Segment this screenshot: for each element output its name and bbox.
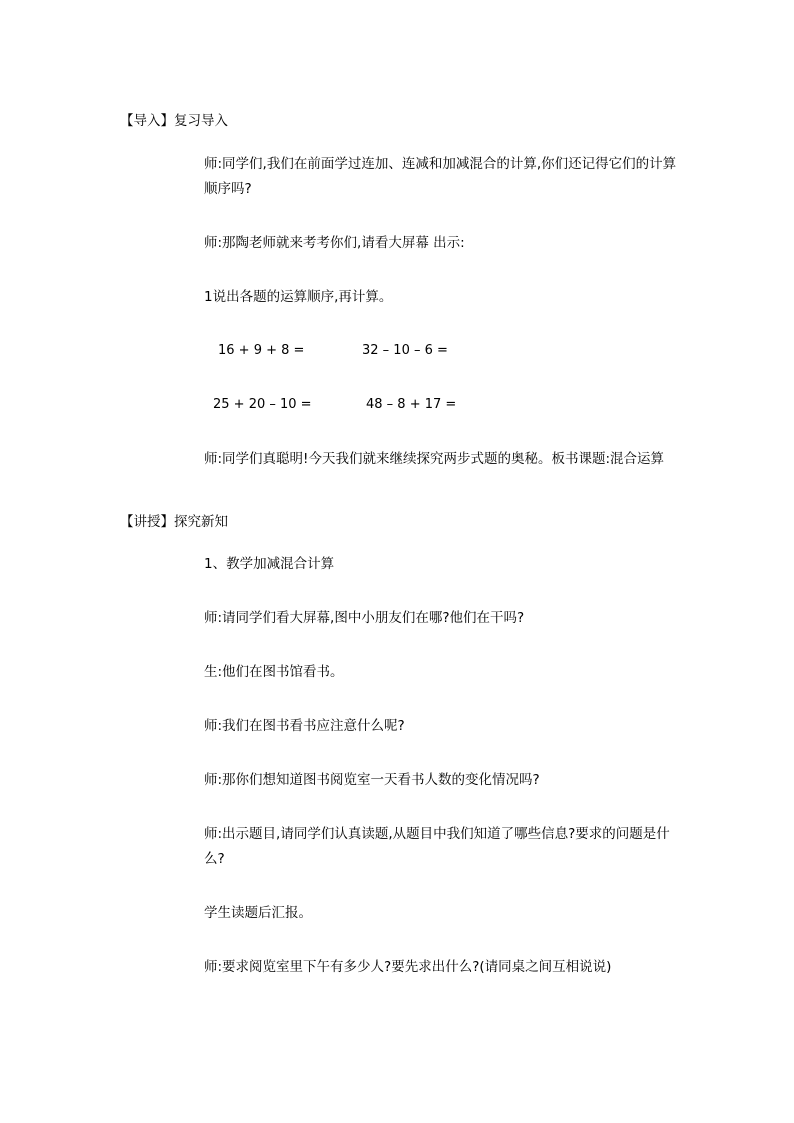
section-heading-lecture: 【讲授】探究新知 xyxy=(120,514,228,530)
paragraph: 生:他们在图书馆看书。 xyxy=(204,664,344,680)
paragraph: 师:同学们,我们在前面学过连加、连减和加减混合的计算,你们还记得它们的计算顺序吗? xyxy=(204,156,677,197)
paragraph: 师:请同学们看大屏幕,图中小朋友们在哪?他们在干吗? xyxy=(204,610,525,626)
equation: 25 + 20 – 10 = xyxy=(213,397,312,412)
paragraph: 师:要求阅览室里下午有多少人?要先求出什么?(请同桌之间互相说说) xyxy=(204,959,612,975)
equation: 16 + 9 + 8 = xyxy=(218,343,305,358)
paragraph: 师:出示题目,请同学们认真读题,从题目中我们知道了哪些信息?要求的问题是什么? xyxy=(204,826,670,867)
equation: 48 – 8 + 17 = xyxy=(366,397,457,412)
paragraph: 师:那陶老师就来考考你们,请看大屏幕 出示: xyxy=(204,235,465,251)
paragraph: 1说出各题的运算顺序,再计算。 xyxy=(204,289,393,305)
paragraph: 师:那你们想知道图书阅览室一天看书人数的变化情况吗? xyxy=(204,772,540,788)
paragraph: 师:同学们真聪明!今天我们就来继续探究两步式题的奥秘。板书课题:混合运算 xyxy=(204,451,665,467)
paragraph: 师:我们在图书看书应注意什么呢? xyxy=(204,718,405,734)
paragraph: 学生读题后汇报。 xyxy=(204,905,312,921)
section-heading-intro: 【导入】复习导入 xyxy=(120,113,228,129)
paragraph: 1、教学加减混合计算 xyxy=(204,556,335,572)
equation: 32 – 10 – 6 = xyxy=(362,343,448,358)
